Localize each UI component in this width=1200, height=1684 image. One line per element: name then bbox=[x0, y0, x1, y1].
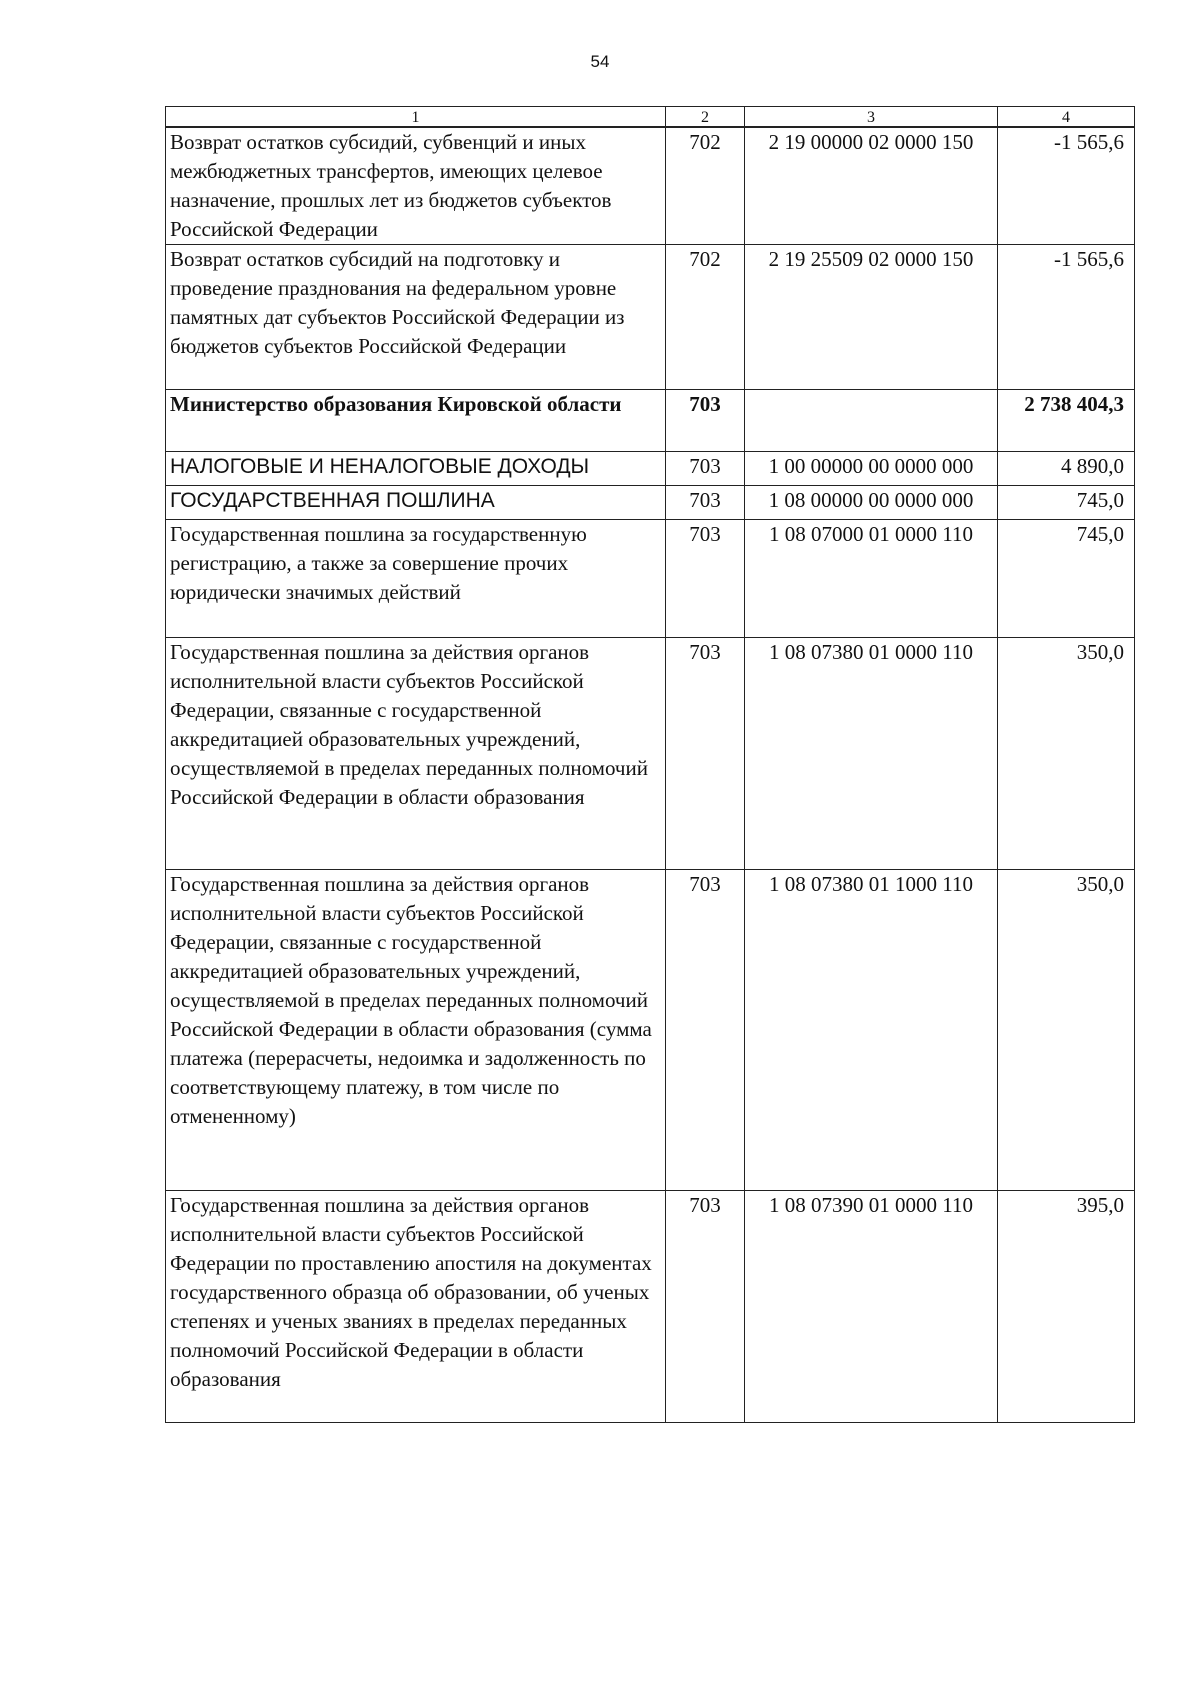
row-admin-code: 703 bbox=[666, 452, 745, 486]
table-row bbox=[166, 245, 1135, 390]
row-name: Государственная пошлина за действия органов исполнительной власти субъектов Российской Федерации, связанные с государственной аккредитацией образовательных учреждений, осуществляемой в пределах переданных полномочий Российской Федерации в области образования (сумма платежа (перерасчеты, недоимка и задолженность по соответствующему платежу, в том числе по отмененному) bbox=[166, 870, 666, 1191]
table-header-row bbox=[166, 107, 1135, 128]
row-name: Министерство образования Кировской области bbox=[166, 390, 666, 452]
row-admin-code: 703 bbox=[666, 638, 745, 870]
header-col-4: 4 bbox=[998, 107, 1135, 128]
row-name: Государственная пошлина за действия органов исполнительной власти субъектов Российской Федерации, связанные с государственной аккредитацией образовательных учреждений, осуществляемой в пределах переданных полномочий Российской Федерации в области образования bbox=[166, 638, 666, 870]
row-admin-code: 703 bbox=[666, 1191, 745, 1423]
header-col-2: 2 bbox=[666, 107, 745, 128]
row-budget-code bbox=[745, 390, 998, 452]
row-admin-code: 703 bbox=[666, 870, 745, 1191]
row-admin-code: 703 bbox=[666, 486, 745, 520]
row-amount: -1 565,6 bbox=[998, 127, 1135, 245]
row-amount: 745,0 bbox=[998, 486, 1135, 520]
table-row bbox=[166, 486, 1135, 520]
row-name: ГОСУДАРСТВЕННАЯ ПОШЛИНА bbox=[166, 486, 666, 520]
row-name: Возврат остатков субсидий, субвенций и иных межбюджетных трансфертов, имеющих целевое назначение, прошлых лет из бюджетов субъектов Российской Федерации bbox=[166, 127, 666, 245]
row-budget-code: 2 19 00000 02 0000 150 bbox=[745, 127, 998, 245]
row-amount: 4 890,0 bbox=[998, 452, 1135, 486]
header-col-3: 3 bbox=[745, 107, 998, 128]
row-budget-code: 1 08 07000 01 0000 110 bbox=[745, 520, 998, 638]
row-admin-code: 702 bbox=[666, 127, 745, 245]
table-row bbox=[166, 638, 1135, 870]
row-budget-code: 1 08 07380 01 1000 110 bbox=[745, 870, 998, 1191]
table-row bbox=[166, 870, 1135, 1191]
row-budget-code: 1 08 07390 01 0000 110 bbox=[745, 1191, 998, 1423]
header-col-1: 1 bbox=[166, 107, 666, 128]
table-row bbox=[166, 127, 1135, 245]
row-budget-code: 1 08 00000 00 0000 000 bbox=[745, 486, 998, 520]
table-row bbox=[166, 390, 1135, 452]
row-budget-code: 2 19 25509 02 0000 150 bbox=[745, 245, 998, 390]
row-name: Государственная пошлина за государственную регистрацию, а также за совершение прочих юридически значимых действий bbox=[166, 520, 666, 638]
row-admin-code: 702 bbox=[666, 245, 745, 390]
row-amount: 745,0 bbox=[998, 520, 1135, 638]
row-budget-code: 1 08 07380 01 0000 110 bbox=[745, 638, 998, 870]
row-admin-code: 703 bbox=[666, 520, 745, 638]
row-amount: 2 738 404,3 bbox=[998, 390, 1135, 452]
row-amount: 395,0 bbox=[998, 1191, 1135, 1423]
row-name: Возврат остатков субсидий на подготовку и проведение празднования на федеральном уровне памятных дат субъектов Российской Федерации из бюджетов субъектов Российской Федерации bbox=[166, 245, 666, 390]
table-row bbox=[166, 1191, 1135, 1423]
row-amount: 350,0 bbox=[998, 638, 1135, 870]
row-budget-code: 1 00 00000 00 0000 000 bbox=[745, 452, 998, 486]
row-amount: 350,0 bbox=[998, 870, 1135, 1191]
page-number: 54 bbox=[590, 52, 610, 71]
revenue-table bbox=[165, 106, 1135, 1423]
row-admin-code: 703 bbox=[666, 390, 745, 452]
row-amount: -1 565,6 bbox=[998, 245, 1135, 390]
row-name: Государственная пошлина за действия органов исполнительной власти субъектов Российской Федерации по проставлению апостиля на документах государственного образца об образовании, об ученых степенях и ученых званиях в пределах переданных полномочий Российской Федерации в области образования bbox=[166, 1191, 666, 1423]
table-row bbox=[166, 520, 1135, 638]
row-name: НАЛОГОВЫЕ И НЕНАЛОГОВЫЕ ДОХОДЫ bbox=[166, 452, 666, 486]
table-row bbox=[166, 452, 1135, 486]
